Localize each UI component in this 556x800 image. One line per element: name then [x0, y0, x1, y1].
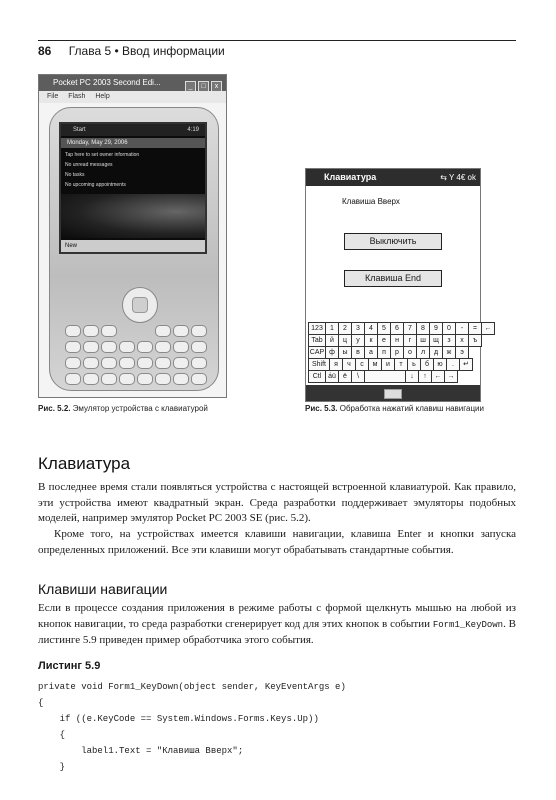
keyboard-key[interactable]: 1 — [325, 322, 339, 335]
device-key[interactable] — [83, 325, 99, 337]
keyboard-key[interactable]: л — [416, 346, 430, 359]
keyboard-key[interactable]: 2 — [338, 322, 352, 335]
keyboard-key[interactable]: ы — [338, 346, 352, 359]
keyboard-key[interactable]: з — [442, 334, 456, 347]
keyboard-key[interactable]: = — [468, 322, 482, 335]
device-key[interactable] — [119, 357, 135, 369]
menu-help[interactable]: Help — [95, 93, 110, 100]
keyboard-key[interactable]: р — [390, 346, 404, 359]
off-button[interactable]: Выключить — [344, 233, 442, 250]
code-line: } — [38, 762, 66, 772]
device-key[interactable] — [119, 373, 135, 385]
app-title: Клавиатура — [324, 172, 377, 182]
paragraph-text: . В листинге 5.9 приведен пример обработчика этого события. — [38, 617, 516, 646]
device-key[interactable] — [137, 341, 153, 353]
keyboard-key[interactable]: . — [446, 358, 460, 371]
paragraph: В последнее время стали появляться устройства с настоящей встроенной клавиатурой. Как правило, эти устройства имеют квадратный экран. Среда разработки поддерживает эмуляторы подобных моделей, например эмулятор Pocket PC 2003 SE (рис. 5.2). — [38, 481, 516, 524]
keyboard-key[interactable]: 7 — [403, 322, 417, 335]
key-label: Клавиша Вверх — [342, 197, 400, 206]
input-panel-bar — [306, 385, 480, 401]
keyboard-key[interactable]: ← — [481, 322, 495, 335]
keyboard-key[interactable]: 123 — [308, 322, 326, 335]
device-key[interactable] — [83, 373, 99, 385]
today-item[interactable]: No tasks — [65, 172, 85, 178]
device-key[interactable] — [101, 357, 117, 369]
device-key[interactable] — [173, 373, 189, 385]
keyboard-key[interactable]: с — [355, 358, 369, 371]
keyboard-key[interactable]: ц — [338, 334, 352, 347]
paragraph-text: Если в процессе создания приложения в режиме работы с формой щелкнуть мышью на любой из кнопок навигации, то среда разработки сгенерирует код для этих кнопок в событии — [38, 602, 516, 630]
windows-wallpaper — [61, 194, 205, 238]
keyboard-row — [308, 358, 472, 370]
page-header — [38, 44, 516, 64]
figure-emulator — [38, 74, 227, 398]
keyboard-key[interactable]: ш — [416, 334, 430, 347]
listing-title: Листинг 5.9 — [38, 660, 101, 672]
keyboard-key[interactable]: Tab — [308, 334, 326, 347]
device-key[interactable] — [191, 357, 207, 369]
start-label[interactable]: Start — [73, 127, 86, 133]
keyboard-key[interactable]: о — [403, 346, 417, 359]
keyboard-key[interactable]: 9 — [429, 322, 443, 335]
keyboard-key[interactable]: ь — [407, 358, 421, 371]
keyboard-key[interactable]: и — [381, 358, 395, 371]
keyboard-icon[interactable] — [384, 389, 402, 399]
today-date: Monday, May 29, 2006 — [61, 138, 205, 148]
device-key[interactable] — [65, 341, 81, 353]
keyboard-row — [308, 346, 468, 358]
keyboard-key[interactable]: д — [429, 346, 443, 359]
device-key[interactable] — [173, 325, 189, 337]
device-key[interactable] — [101, 341, 117, 353]
keyboard-key[interactable]: г — [403, 334, 417, 347]
close-button[interactable]: x — [211, 81, 222, 92]
keyboard-row — [308, 334, 481, 346]
keyboard-key[interactable]: к — [364, 334, 378, 347]
emulator-titlebar — [39, 75, 226, 91]
device-topbar — [61, 124, 205, 136]
end-key-button[interactable]: Клавиша End — [344, 270, 442, 287]
keyboard-key[interactable]: ч — [342, 358, 356, 371]
figure-3-caption-text: Обработка нажатий клавиш навигации — [339, 404, 484, 413]
keyboard-key[interactable]: 0 — [442, 322, 456, 335]
keyboard-key[interactable]: э — [455, 346, 469, 359]
keyboard-key[interactable]: в — [351, 346, 365, 359]
figure-2-caption-text: Эмулятор устройства с клавиатурой — [72, 404, 208, 413]
soft-keyboard — [308, 322, 492, 382]
soft-key-new[interactable]: New — [65, 243, 78, 249]
keyboard-key[interactable]: п — [377, 346, 391, 359]
keyboard-key[interactable]: ъ — [468, 334, 482, 347]
device-key[interactable] — [191, 325, 207, 337]
keyboard-key[interactable]: 8 — [416, 322, 430, 335]
keyboard-row — [308, 370, 457, 382]
device-key[interactable] — [137, 373, 153, 385]
code-line: { — [38, 730, 66, 740]
keyboard-key[interactable]: н — [390, 334, 404, 347]
keyboard-key[interactable]: ← — [431, 370, 445, 383]
device-key[interactable] — [155, 325, 171, 337]
dpad-center-button[interactable] — [132, 297, 148, 313]
device-key[interactable] — [155, 341, 171, 353]
keyboard-key[interactable] — [364, 370, 406, 383]
keyboard-key[interactable]: я — [329, 358, 343, 371]
inline-code: Form1_KeyDown — [432, 619, 504, 630]
keyboard-key[interactable]: Ctl — [308, 370, 326, 383]
keyboard-key[interactable]: → — [444, 370, 458, 383]
keyboard-key[interactable]: \ — [351, 370, 365, 383]
device-key[interactable] — [83, 357, 99, 369]
keyboard-key[interactable]: 6 — [390, 322, 404, 335]
keyboard-key[interactable]: т — [394, 358, 408, 371]
keyboard-key[interactable]: - — [455, 322, 469, 335]
figure-2-caption — [38, 403, 218, 414]
code-line: private void Form1_KeyDown(object sender, KeyEventArgs e) — [38, 682, 346, 692]
device-key[interactable] — [173, 357, 189, 369]
keyboard-key[interactable]: а — [364, 346, 378, 359]
keyboard-key[interactable]: ю — [433, 358, 447, 371]
keyboard-key[interactable]: 4 — [364, 322, 378, 335]
device-screen — [59, 122, 207, 254]
app-titlebar — [306, 169, 480, 186]
figure-navigation-app — [305, 168, 492, 402]
keyboard-key[interactable]: ж — [442, 346, 456, 359]
device-key[interactable] — [83, 341, 99, 353]
keyboard-key[interactable]: áü — [325, 370, 339, 383]
clock: 4:19 — [187, 127, 199, 133]
figure-3-caption — [305, 403, 485, 414]
paragraph-navigation — [38, 601, 516, 649]
menu-flash[interactable]: Flash — [68, 93, 86, 100]
chapter-title: Глава 5 • Ввод информации — [68, 44, 225, 58]
device-key[interactable] — [173, 341, 189, 353]
keyboard-key[interactable]: щ — [429, 334, 443, 347]
status-icons[interactable]: ⇆ Y 4€ ok — [440, 173, 476, 182]
keyboard-key[interactable]: е — [377, 334, 391, 347]
keyboard-key[interactable]: 3 — [351, 322, 365, 335]
device-key[interactable] — [191, 341, 207, 353]
emulator-window-title: Pocket PC 2003 Second Edi... — [53, 78, 161, 87]
keyboard-key[interactable]: м — [368, 358, 382, 371]
paragraph: Кроме того, на устройствах имеется клавиши навигации, клавиша Enter и кнопки запуска определенных приложений. Все эти клавиши могут обрабатывать стандартные события. — [38, 528, 516, 556]
keyboard-key[interactable]: ё — [338, 370, 352, 383]
device-softkey-bar — [61, 240, 205, 252]
keyboard-row — [308, 322, 494, 334]
today-item[interactable]: Tap here to set owner information — [65, 152, 140, 158]
keyboard-key[interactable]: 5 — [377, 322, 391, 335]
menu-file[interactable]: File — [47, 93, 59, 100]
device-key[interactable] — [191, 373, 207, 385]
device-key[interactable] — [155, 357, 171, 369]
keyboard-key[interactable]: Shift — [308, 358, 330, 371]
code-line: label1.Text = "Клавиша Вверх"; — [38, 746, 244, 756]
device-key[interactable] — [101, 373, 117, 385]
code-line: { — [38, 698, 44, 708]
device-key[interactable] — [119, 341, 135, 353]
keyboard-key[interactable]: ↑ — [418, 370, 432, 383]
keyboard-key[interactable]: х — [455, 334, 469, 347]
keyboard-key[interactable]: ↵ — [459, 358, 473, 371]
keyboard-key[interactable]: CAP — [308, 346, 326, 359]
keyboard-key[interactable]: ф — [325, 346, 339, 359]
today-item[interactable]: No upcoming appointments — [65, 182, 126, 188]
section-heading-navigation: Клавиши навигации — [38, 581, 168, 597]
device-key[interactable] — [101, 325, 117, 337]
figure-2-caption-label: Рис. 5.2. — [38, 404, 71, 413]
emulator-menubar — [39, 91, 226, 103]
device-key[interactable] — [137, 357, 153, 369]
device-key[interactable] — [155, 373, 171, 385]
device-key[interactable] — [65, 357, 81, 369]
section-heading-keyboard: Клавиатура — [38, 454, 131, 473]
keyboard-key[interactable]: ↓ — [405, 370, 419, 383]
keyboard-key[interactable]: й — [325, 334, 339, 347]
page-number: 86 — [38, 44, 52, 58]
today-item[interactable]: No unread messages — [65, 162, 113, 168]
keyboard-key[interactable]: у — [351, 334, 365, 347]
header-rule — [38, 40, 516, 41]
minimize-button[interactable]: _ — [185, 81, 196, 92]
figure-3-caption-label: Рис. 5.3. — [305, 404, 338, 413]
code-line: if ((e.KeyCode == System.Windows.Forms.Keys.Up)) — [38, 714, 319, 724]
keyboard-key[interactable]: б — [420, 358, 434, 371]
maximize-button[interactable]: □ — [198, 81, 209, 92]
device-key[interactable] — [65, 325, 81, 337]
device-key[interactable] — [65, 373, 81, 385]
